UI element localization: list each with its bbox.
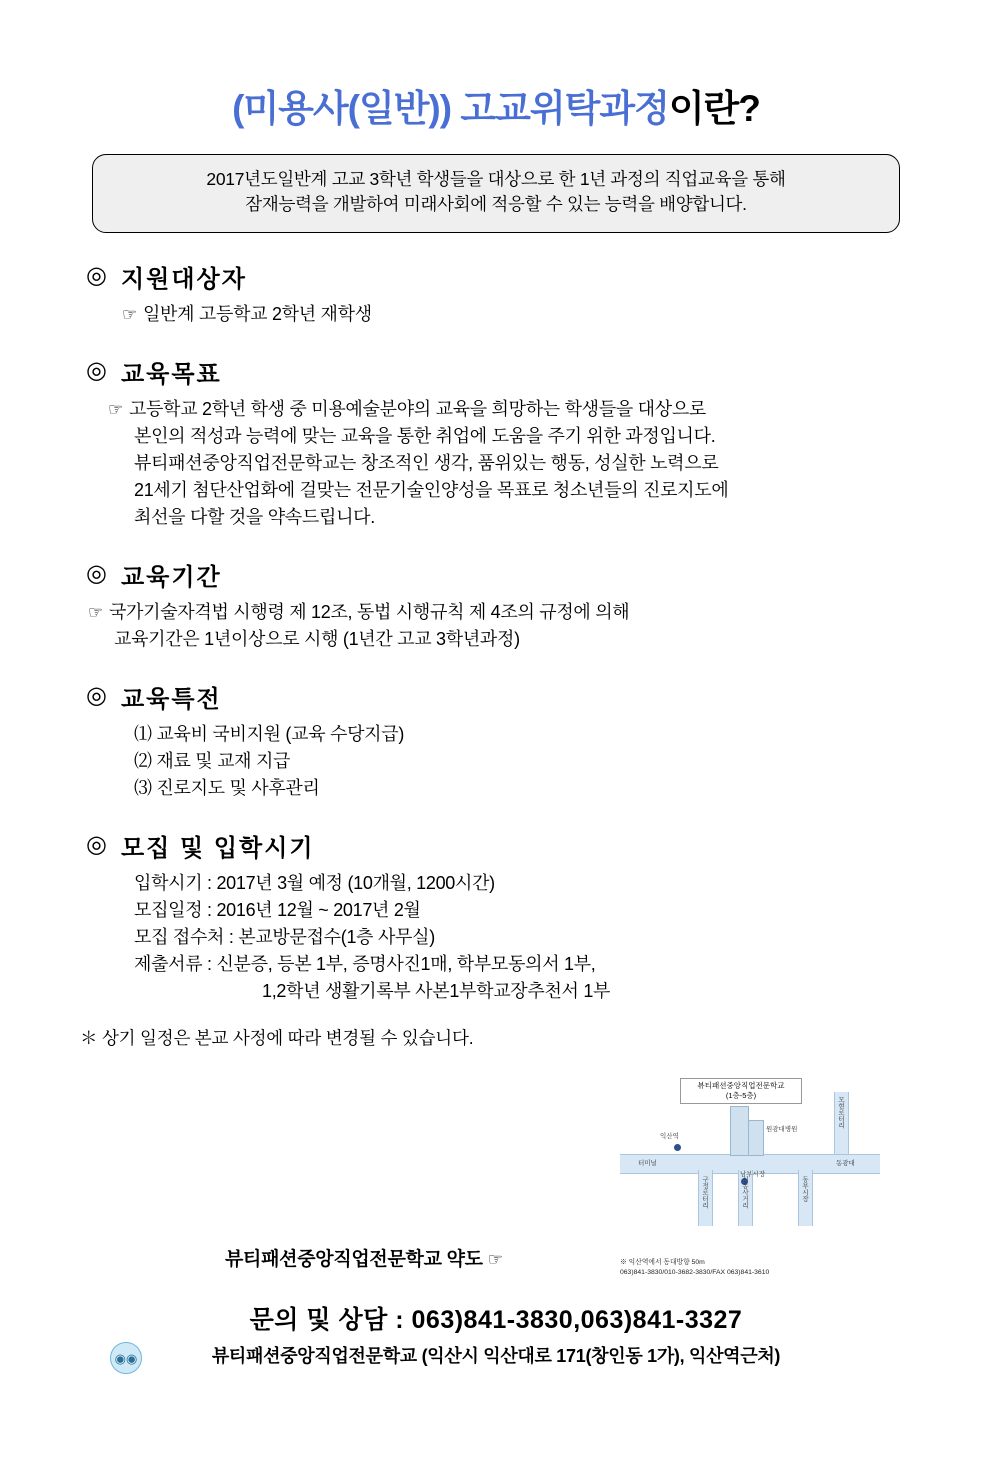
body-line: 교육기간은 1년이상으로 시행 (1년간 고교 3학년과정) bbox=[114, 628, 520, 649]
footer-contact: 문의 및 상담 : 063)841-3830,063)841-3327 bbox=[249, 1306, 743, 1334]
section-body bbox=[86, 870, 932, 1005]
flyer-page bbox=[0, 78, 992, 1481]
section-heading bbox=[86, 354, 932, 389]
page-title-suffix: 이란? bbox=[668, 88, 760, 129]
body-line: 모집 접수처 : 본교방문접수(1층 사무실) bbox=[134, 926, 435, 947]
map-label-nambu-market: 남부시장 bbox=[740, 1170, 766, 1178]
section-body bbox=[86, 396, 932, 531]
section-title: 모집 및 입학시기 bbox=[120, 834, 315, 862]
map-school-floors: (1층-5층) bbox=[725, 1090, 757, 1100]
section-education-period bbox=[60, 557, 932, 653]
map-label-wonkwang-hospital: 원광대병원 bbox=[766, 1125, 798, 1133]
body-text: 고등학교 2학년 학생 중 미용예술분야의 교육을 희망하는 학생들을 대상으로 bbox=[128, 398, 706, 419]
page-title-highlight: (미용사(일반)) 고교위탁과정 bbox=[232, 88, 669, 129]
bullet-icon: ◎ bbox=[86, 831, 107, 859]
body-line bbox=[108, 396, 932, 423]
map-label-road-1: 구정로터리 bbox=[701, 1175, 708, 1209]
section-support-target bbox=[60, 259, 932, 328]
school-logo-icon: ◉◉ bbox=[110, 1342, 142, 1374]
body-text: 국가기술자격법 시행령 제 12조, 동법 시행규칙 제 4조의 규정에 의해 bbox=[108, 601, 630, 622]
map-area bbox=[60, 1076, 932, 1306]
hand-pointer-icon: ☞ bbox=[487, 1249, 503, 1269]
map-school-name: 뷰티패션중앙직업전문학교 bbox=[697, 1080, 785, 1090]
hand-pointer-icon: ☞ bbox=[122, 304, 137, 324]
section-heading bbox=[86, 557, 932, 592]
map-caption bbox=[225, 1244, 509, 1271]
section-body bbox=[86, 721, 932, 802]
body-line: ⑴ 교육비 국비지원 (교육 수당지급) bbox=[134, 723, 405, 744]
hand-pointer-icon: ☞ bbox=[88, 602, 103, 622]
map-label-road-4: 모현로터리 bbox=[837, 1095, 844, 1129]
section-body bbox=[86, 599, 932, 653]
section-title: 교육기간 bbox=[120, 563, 222, 591]
bullet-icon: ◎ bbox=[86, 262, 107, 290]
body-line: 21세기 첨단산업화에 걸맞는 전문기술인양성을 목표로 청소년들의 진로지도에 bbox=[134, 479, 729, 500]
map-building-2 bbox=[748, 1120, 764, 1156]
section-heading bbox=[86, 828, 932, 863]
body-line: ⑵ 재료 및 교재 지급 bbox=[134, 750, 291, 771]
intro-line-2: 잠재능력을 개발하여 미래사회에 적응할 수 있는 능력을 배양합니다. bbox=[245, 194, 747, 215]
section-title: 교육특전 bbox=[120, 685, 222, 713]
page-title bbox=[60, 78, 932, 132]
map-footnote-line-2: 063)841-3830/010-3682-3830/FAX 063)841-3610 bbox=[620, 1268, 770, 1276]
hand-pointer-icon: ☞ bbox=[108, 399, 123, 419]
body-line: 입학시기 : 2017년 3월 예정 (10개월, 1200시간) bbox=[134, 872, 495, 893]
map-footnote-line-1: ※ 익산역에서 동대방향 50m bbox=[620, 1258, 705, 1266]
body-line: 모집일정 : 2016년 12월 ~ 2017년 2월 bbox=[134, 899, 421, 920]
section-heading bbox=[86, 679, 932, 714]
section-education-goal bbox=[60, 354, 932, 531]
map-building-1 bbox=[730, 1106, 749, 1156]
bullet-icon: ◎ bbox=[86, 560, 107, 588]
body-line bbox=[88, 599, 932, 626]
body-text: 일반계 고등학교 2학년 재학생 bbox=[142, 303, 372, 324]
section-education-benefits bbox=[60, 679, 932, 802]
map-label-station: 익산역 bbox=[660, 1132, 679, 1140]
schedule-note: ＊ 상기 일정은 본교 사정에 따라 변경될 수 있습니다. bbox=[80, 1027, 474, 1048]
body-line: 최선을 다할 것을 약속드립니다. bbox=[134, 506, 375, 527]
map-label-road-2: 신동사거리 bbox=[741, 1175, 748, 1209]
body-line bbox=[122, 301, 932, 328]
section-admission-schedule bbox=[60, 828, 932, 1005]
map-label-dongkwang: 동광대 bbox=[836, 1159, 855, 1167]
map-footnote bbox=[620, 1258, 769, 1278]
section-title: 교육목표 bbox=[120, 360, 222, 388]
section-heading bbox=[86, 259, 932, 294]
bullet-icon: ◎ bbox=[86, 357, 107, 385]
location-map bbox=[620, 1076, 880, 1291]
map-label-terminal: 터미널 bbox=[638, 1159, 657, 1167]
map-label-road-3: 동부시장 bbox=[801, 1175, 808, 1202]
intro-line-1: 2017년도일반계 고교 3학년 학생들을 대상으로 한 1년 과정의 직업교육을 통해 bbox=[206, 169, 786, 189]
body-line: 1,2학년 생활기록부 사본1부학교장추천서 1부 bbox=[262, 980, 611, 1001]
body-line: 제출서류 : 신분증, 등본 1부, 증명사진1매, 학부모동의서 1부, bbox=[134, 953, 596, 974]
body-line: 본인의 적성과 능력에 맞는 교육을 통한 취업에 도움을 주기 위한 과정입니다. bbox=[134, 425, 716, 446]
intro-box bbox=[92, 154, 900, 233]
footer-address: 뷰티패션중앙직업전문학교 (익산시 익산대로 171(창인동 1가), 익산역근처) bbox=[211, 1346, 781, 1366]
section-body bbox=[86, 301, 932, 328]
footer bbox=[0, 1300, 992, 1368]
body-line: 뷰티패션중앙직업전문학교는 창조적인 생각, 품위있는 행동, 성실한 노력으로 bbox=[134, 452, 719, 473]
map-caption-text: 뷰티패션중앙직업전문학교 약도 bbox=[225, 1248, 483, 1270]
map-marker-station bbox=[674, 1144, 681, 1151]
map-school-label bbox=[680, 1078, 802, 1104]
bullet-icon: ◎ bbox=[86, 682, 107, 710]
body-line: ⑶ 진로지도 및 사후관리 bbox=[134, 777, 320, 798]
section-title: 지원대상자 bbox=[120, 265, 247, 293]
